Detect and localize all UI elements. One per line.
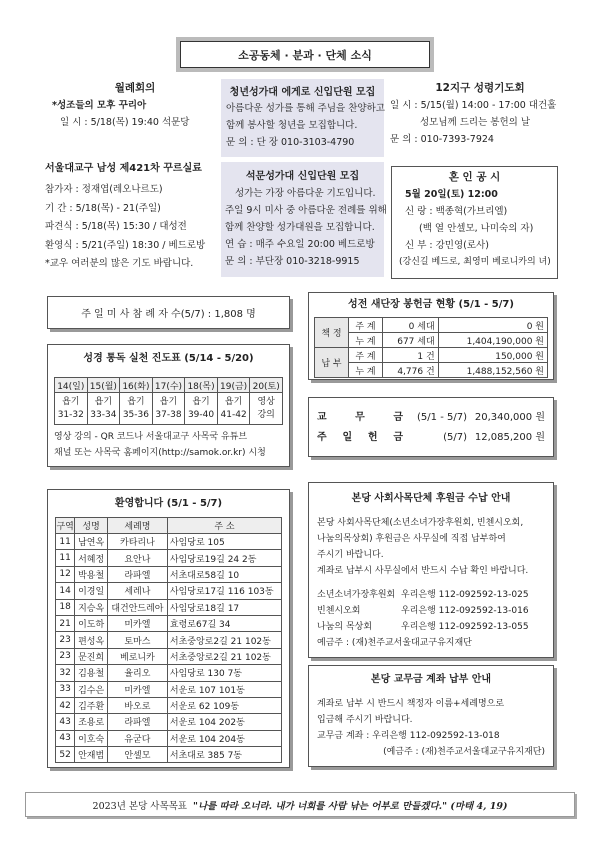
welcome-cell: 요안나 (107, 550, 167, 566)
fees-box (308, 397, 554, 457)
welcome-cell: 23 (56, 648, 75, 664)
bible-day: 17(수) (152, 378, 185, 393)
youth-contact: 문 의 : 단 장 010-3103-4790 (226, 137, 355, 148)
youth-body-2: 함께 봉사할 청년을 모집합니다. (226, 120, 358, 131)
welcome-header: 구역 (56, 518, 75, 534)
welcome-cell: 11 (56, 534, 75, 550)
cell: 주 계 (349, 318, 383, 333)
welcome-cell: 서혜정 (75, 550, 108, 566)
table-row (56, 697, 282, 713)
account-name: 빈첸시오회 (317, 606, 361, 616)
bible-reading-part: 33-34 (90, 409, 117, 420)
account-name: 소년소녀가장후원회 (317, 590, 396, 600)
support-line: 주시기 바랍니다. (317, 550, 384, 560)
bible-reading-part: 영상 (257, 396, 275, 407)
bible-reading-part: 욥기 (192, 396, 210, 407)
bible-reading (250, 393, 283, 425)
bible-reading-part: 욥기 (224, 396, 243, 407)
building-table (314, 317, 548, 378)
welcome-cell: 21 (56, 615, 75, 631)
dues-line: 계좌로 납부 시 반드시 책정자 이름+세례명으로 (317, 699, 505, 709)
welcome-cell: 사임당로18길 17 (167, 599, 281, 615)
table-row (56, 730, 282, 746)
welcome-cell: 사임당로 105 (167, 534, 281, 550)
welcome-cell: 문진희 (75, 648, 108, 664)
table-row (56, 665, 282, 681)
welcome-cell: 편성옥 (75, 632, 108, 648)
fees-row-2 (317, 428, 545, 448)
welcome-cell: 사임당로17길 116 103동 (167, 583, 281, 599)
account-number: 우리은행 112-092592-13-016 (401, 606, 529, 616)
table-row (56, 550, 282, 566)
welcome-cell: 32 (56, 665, 75, 681)
bible-table (54, 377, 283, 425)
cursillo-line-5: *교우 여러분의 많은 기도 바랍니다. (45, 258, 194, 269)
welcome-header: 주 소 (167, 518, 281, 534)
bible-note-1: 영상 강의 - QR 코드나 서울대교구 사목국 유튜브 (54, 432, 248, 442)
bible-reading (152, 393, 185, 425)
monthly-meeting (50, 79, 220, 131)
cell: 1 건 (383, 348, 439, 363)
cursillo-line-4: 환영식 : 5/21(주일) 18:30 / 베드로방 (45, 239, 206, 251)
table-row (56, 714, 282, 730)
cursillo-title: 서울대교구 남성 제421차 꾸르실료 (45, 163, 202, 174)
wedding-box (391, 166, 558, 279)
cell: 4,776 건 (383, 363, 439, 378)
table-row (56, 534, 282, 550)
fee-char: 헌 (367, 432, 378, 443)
account-number: 우리은행 112-092592-13-025 (401, 590, 529, 600)
welcome-cell: 23 (56, 632, 75, 648)
building-group-1: 책 정 (315, 318, 349, 348)
bible-reading (217, 393, 250, 425)
bible-reading (55, 393, 88, 425)
bible-reading (120, 393, 153, 425)
welcome-cell: 지승옥 (75, 599, 108, 615)
bible-reading-box (47, 344, 290, 467)
fee-amount: 12,085,200 원 (474, 432, 545, 443)
district-prayer (390, 79, 570, 148)
welcome-cell: 율리오 (107, 665, 167, 681)
building-title: 성전 새단장 봉헌금 현황 (5/1 - 5/7) (348, 299, 514, 310)
dues-box (308, 665, 554, 767)
table-row (56, 681, 282, 697)
dues-line: 입금해 주시기 바랍니다. (317, 715, 413, 725)
welcome-cell: 14 (56, 583, 75, 599)
fee-period: (5/1 - 5/7) (417, 412, 467, 423)
cell: 0 세대 (383, 318, 439, 333)
bible-reading-part: 강의 (257, 409, 275, 420)
bible-reading-part: 37-38 (155, 409, 182, 420)
welcome-cell: 미카엘 (107, 615, 167, 631)
support-line: 본당 사회사목단체(소년소녀가장후원회, 빈첸시오회, (317, 518, 524, 528)
table-row (56, 747, 282, 763)
cell: 1,404,190,000 원 (438, 333, 547, 348)
support-line: 계좌로 납부시 사무실에서 반드시 수납 확인 바랍니다. (317, 566, 529, 576)
welcome-cell: 서초중앙로2길 21 102동 (167, 632, 281, 648)
welcome-cell: 토마스 (107, 632, 167, 648)
fee-char: 금 (393, 412, 403, 423)
district-line-2: 성모님께 드리는 봉헌의 날 (420, 117, 531, 128)
cursillo-line-1: 참가자 : 정재엽(레오나르도) (45, 184, 163, 195)
account-holder: 예금주 : (재)천주교서울대교구유지재단 (317, 638, 472, 648)
welcome-cell: 유굳다 (107, 730, 167, 746)
welcome-cell: 라파엘 (107, 566, 167, 582)
account-name: 나눔의 목상회 (317, 622, 373, 632)
attendance-box (47, 296, 290, 329)
fee-char: 주 (317, 432, 327, 443)
seokmun-body-3: 함께 찬양할 성가대원을 모집합니다. (225, 222, 375, 233)
welcome-title: 환영합니다 (5/1 - 5/7) (114, 498, 223, 509)
welcome-cell: 43 (56, 714, 75, 730)
building-group-2: 납 부 (315, 348, 349, 378)
wedding-line-3: 신 부 : 강민영(로사) (405, 240, 489, 251)
welcome-cell: 52 (56, 747, 75, 763)
welcome-cell: 11 (56, 550, 75, 566)
dues-title: 본당 교무금 계좌 납부 안내 (370, 674, 492, 685)
account-number: 우리은행 112-092592-13-055 (401, 622, 529, 632)
fee-period: (5/7) (443, 432, 467, 443)
wedding-date: 5월 20일(토) 12:00 (405, 189, 498, 200)
welcome-cell: 김주환 (75, 697, 108, 713)
welcome-cell: 서운로 104 204동 (167, 730, 281, 746)
cell: 677 세대 (383, 333, 439, 348)
district-title: 12지구 성령기도회 (435, 82, 525, 94)
bible-reading-part: 욥기 (127, 396, 145, 407)
wedding-line-1: 신 랑 : 백종혁(가브리엘) (405, 206, 508, 217)
welcome-cell: 이도하 (75, 615, 108, 631)
welcome-cell: 33 (56, 681, 75, 697)
cell: 1,488,152,560 원 (438, 363, 547, 378)
fee-amount: 20,340,000 원 (474, 412, 545, 423)
seokmun-choir-box (221, 162, 387, 277)
cursillo-line-3: 파견식 : 5/18(목) 15:30 / 대성전 (45, 221, 187, 232)
welcome-cell: 사임당로 130 7동 (167, 665, 281, 681)
fee-char: 금 (393, 432, 403, 443)
bible-reading-part: 욥기 (159, 396, 178, 407)
cell: 150,000 원 (438, 348, 547, 363)
seokmun-practice: 연 습 : 매주 수요일 20:00 베드로방 (225, 239, 375, 250)
welcome-cell: 서운로 104 202동 (167, 714, 281, 730)
welcome-cell: 라파엘 (107, 714, 167, 730)
monthly-date: 일 시 : 5/18(목) 19:40 석문당 (60, 117, 190, 128)
cell: 누 계 (349, 363, 383, 378)
bible-day: 15(월) (87, 378, 120, 393)
welcome-cell: 43 (56, 730, 75, 746)
bible-title: 성경 통독 실천 진도표 (5/14 - 5/20) (83, 353, 254, 364)
fees-row-1 (317, 408, 545, 428)
bible-reading-part: 31-32 (57, 409, 84, 420)
table-row (56, 632, 282, 648)
wedding-title: 혼 인 공 시 (448, 171, 501, 183)
monthly-item: *성조들의 모후 꾸리아 (52, 100, 147, 111)
section-header: 소공동체 · 분과 · 단체 소식 (180, 41, 430, 68)
welcome-cell: 사임당로19길 24 2동 (167, 550, 281, 566)
youth-body-1: 아름다운 성가를 통해 주님을 찬양하고 (226, 103, 385, 114)
bible-reading-part: 35-36 (122, 409, 149, 420)
welcome-cell: 효령로67길 34 (167, 615, 281, 631)
welcome-cell: 베로니카 (107, 648, 167, 664)
welcome-cell: 카타리나 (107, 534, 167, 550)
welcome-cell: 남연옥 (75, 534, 108, 550)
welcome-cell: 42 (56, 697, 75, 713)
welcome-cell: 서운로 107 101동 (167, 681, 281, 697)
seokmun-body-1: 성가는 가장 아름다운 기도입니다. (235, 188, 376, 199)
welcome-cell: 조용로 (75, 714, 108, 730)
bible-reading-part: 욥기 (62, 396, 80, 407)
welcome-cell: 박용철 (75, 566, 108, 582)
support-box (308, 482, 554, 658)
table-row (56, 615, 282, 631)
bible-day: 18(목) (185, 378, 218, 393)
bible-reading (185, 393, 218, 425)
cell: 0 원 (438, 318, 547, 333)
table-row (56, 648, 282, 664)
cursillo-line-2: 기 간 : 5/18(목) - 21(주일) (45, 202, 161, 214)
monthly-title: 월례회의 (114, 82, 156, 94)
welcome-cell: 이호숙 (75, 730, 108, 746)
welcome-header: 세례명 (107, 518, 167, 534)
welcome-box (47, 489, 290, 768)
welcome-cell: 미카엘 (107, 681, 167, 697)
seokmun-body-2: 주일 9시 미사 중 아름다운 전례를 위해 (225, 205, 387, 216)
bible-day: 19(금) (217, 378, 250, 393)
bible-day: 20(토) (250, 378, 283, 393)
welcome-cell: 김용철 (75, 665, 108, 681)
welcome-cell: 안재범 (75, 747, 108, 763)
fee-char: 무 (355, 412, 365, 423)
footer-quote: "나를 따라 오너라. 내가 너희를 사람 낚는 어부로 만들겠다." (마태 4, 19) (193, 800, 508, 812)
dues-holder: (예금주 : (재)천주교서울대교구유지재단) (383, 747, 545, 757)
welcome-cell: 서초대로 385 7동 (167, 747, 281, 763)
table-row (56, 599, 282, 615)
welcome-cell: 바오로 (107, 697, 167, 713)
table-row (56, 566, 282, 582)
welcome-cell: 김수은 (75, 681, 108, 697)
bible-day: 14(일) (55, 378, 88, 393)
footer-banner (25, 792, 575, 817)
cell: 누 계 (349, 333, 383, 348)
district-line-3: 문 의 : 010-7393-7924 (390, 134, 494, 145)
cursillo (45, 160, 220, 274)
table-row (56, 583, 282, 599)
cell: 주 계 (349, 348, 383, 363)
attendance-label: 주 일 미 사 참 례 자 수(5/7) : 1,808 명 (81, 309, 256, 320)
district-line-1: 일 시 : 5/15(월) 14:00 - 17:00 대건홀 (390, 100, 557, 111)
wedding-line-2: (백 열 안셀모, 나미숙의 자) (419, 223, 534, 234)
welcome-cell: 18 (56, 599, 75, 615)
bible-reading (87, 393, 120, 425)
fee-char: 교 (317, 412, 327, 423)
welcome-cell: 서초중앙로2길 21 102동 (167, 648, 281, 664)
youth-choir-box (221, 79, 384, 157)
bible-reading-part: 39-40 (187, 409, 215, 420)
bible-note-2: 채널 또는 사목국 홈페이지(http://samok.or.kr) 시청 (54, 448, 266, 458)
bible-day: 16(화) (120, 378, 153, 393)
footer-prefix: 2023년 본당 사목목표 (92, 800, 187, 812)
seokmun-contact: 문 의 : 부단장 010-3218-9915 (225, 256, 360, 267)
wedding-line-4: (강신길 베드로, 최영미 베로니카의 녀) (399, 257, 551, 267)
welcome-cell: 안셀모 (107, 747, 167, 763)
fee-char: 일 (342, 432, 353, 443)
dues-line: 교무금 계좌 : 우리은행 112-092592-13-018 (317, 731, 500, 741)
welcome-header: 성명 (75, 518, 108, 534)
welcome-cell: 이경일 (75, 583, 108, 599)
support-title: 본당 사회사목단체 후원금 수납 안내 (351, 493, 511, 504)
welcome-cell: 세레나 (107, 583, 167, 599)
building-fund-box (308, 292, 554, 380)
bible-reading-part: 41-42 (220, 409, 247, 420)
welcome-cell: 서초대로58길 10 (167, 566, 281, 582)
welcome-table (55, 517, 282, 763)
bible-reading-part: 욥기 (94, 396, 113, 407)
youth-title: 청년성가대 에게로 신입단원 모집 (229, 87, 376, 98)
welcome-cell: 서운로 62 109동 (167, 697, 281, 713)
seokmun-title: 석문성가대 신입단원 모집 (245, 171, 360, 182)
support-line: 나눔의목상회) 후원금은 사무실에 직접 납부하여 (317, 534, 506, 544)
welcome-cell: 12 (56, 566, 75, 582)
welcome-cell: 대건안드레아 (107, 599, 167, 615)
